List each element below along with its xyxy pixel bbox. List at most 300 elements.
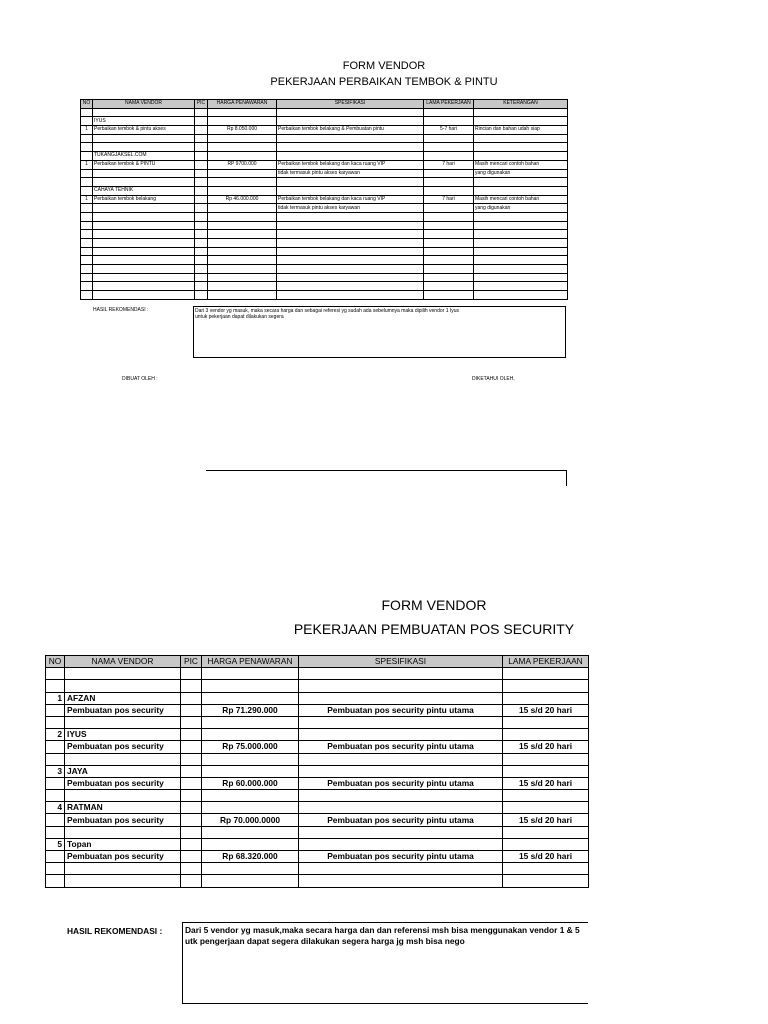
table-cell <box>195 169 208 178</box>
table-cell <box>195 143 208 152</box>
table-cell: Pembuatan pos security pintu utama <box>299 704 503 716</box>
table-cell <box>474 265 568 274</box>
table-cell <box>424 239 474 248</box>
table-cell <box>81 247 93 256</box>
table-cell <box>81 108 93 117</box>
table-cell <box>277 152 424 161</box>
table-cell <box>424 108 474 117</box>
table-row <box>81 143 568 152</box>
form1-recommendation-line1: Dari 3 vendor yg masuk, maka secara harga dan sebagai referesi yg sudah ada sebelumnya maka dipilih vendor 1 Iyus <box>195 308 460 314</box>
table-cell: Rp 71.290.000 <box>202 704 299 716</box>
table-cell <box>208 239 277 248</box>
table-cell: Rp 75.000.000 <box>202 741 299 753</box>
table-cell: Masih mencari contoh bahan <box>474 195 568 204</box>
table-cell: tidak termasuk pintu akses karyawan <box>277 169 424 178</box>
table-cell: 1 <box>81 195 93 204</box>
form2-recommendation-box <box>182 922 588 1004</box>
table-row <box>81 230 568 239</box>
table-cell <box>503 753 589 765</box>
table-cell <box>65 753 181 765</box>
table-row <box>46 753 589 765</box>
table-cell <box>424 247 474 256</box>
table-row <box>81 134 568 143</box>
table-cell <box>65 863 181 875</box>
table-cell: Perbaikan tembok belakang & Pembuatan pintu <box>277 126 424 135</box>
table-cell <box>46 875 65 887</box>
form2-recommendation-label: HASIL REKOMENDASI : <box>67 926 163 936</box>
table-cell <box>208 265 277 274</box>
table-cell <box>424 212 474 221</box>
column-header: PIC <box>181 656 202 668</box>
table-cell <box>208 230 277 239</box>
table-cell: 4 <box>46 802 65 814</box>
table-cell: Pembuatan pos security pintu utama <box>299 741 503 753</box>
table-cell <box>195 178 208 187</box>
table-cell <box>81 143 93 152</box>
table-cell <box>208 204 277 213</box>
table-cell <box>503 729 589 741</box>
table-cell <box>181 814 202 826</box>
table-cell <box>277 239 424 248</box>
table-cell <box>93 178 195 187</box>
table-row <box>81 204 568 213</box>
table-cell <box>81 291 93 300</box>
table-row <box>46 826 589 838</box>
table-cell <box>46 704 65 716</box>
table-cell: 15 s/d 20 hari <box>503 741 589 753</box>
table-cell <box>208 291 277 300</box>
table-cell: Pembuatan pos security <box>65 777 181 789</box>
column-header: SPESIFIKASI <box>277 100 424 109</box>
form1-subtitle: PEKERJAAN PERBAIKAN TEMBOK & PINTU <box>270 76 498 88</box>
table-cell: Pembuatan pos security <box>65 851 181 863</box>
table-cell: Perbaikan tembok belakang <box>93 195 195 204</box>
table-cell <box>208 134 277 143</box>
form2-recommendation-line1: Dari 5 vendor yg masuk,maka secara harga dan dan referensi msh bisa menggunakan vendor 1 & 5 <box>185 925 580 935</box>
table-cell <box>202 802 299 814</box>
table-row <box>46 863 589 875</box>
column-header: NAMA VENDOR <box>93 100 195 109</box>
table-cell <box>474 291 568 300</box>
table-cell <box>181 716 202 728</box>
table-cell <box>195 160 208 169</box>
table-cell <box>503 790 589 802</box>
table-row <box>81 212 568 221</box>
table-cell: tidak termasuk pintu akses karyawan <box>277 204 424 213</box>
table-cell <box>65 826 181 838</box>
table-cell: TUKANGJAKSEL.COM <box>93 152 195 161</box>
table-cell <box>46 814 65 826</box>
table-cell <box>208 212 277 221</box>
table-cell <box>503 802 589 814</box>
table-row <box>81 265 568 274</box>
form1-recommendation-line2: untuk pekerjaan dapat dilakukan segera <box>195 314 284 320</box>
table-cell: 1 <box>81 126 93 135</box>
table-cell <box>277 108 424 117</box>
table-cell <box>277 282 424 291</box>
table-cell <box>474 117 568 126</box>
table-cell <box>46 741 65 753</box>
table-cell <box>195 256 208 265</box>
table-cell: CAHAYA TEHNIK <box>93 186 195 195</box>
table-cell <box>195 282 208 291</box>
table-cell <box>503 863 589 875</box>
table-row <box>46 790 589 802</box>
table-cell <box>208 256 277 265</box>
table-row <box>46 692 589 704</box>
table-cell: Pembuatan pos security <box>65 741 181 753</box>
form2-title: FORM VENDOR <box>381 597 487 613</box>
table-cell: 15 s/d 20 hari <box>503 704 589 716</box>
table-cell: 15 s/d 20 hari <box>503 814 589 826</box>
table-cell <box>81 265 93 274</box>
table-row <box>81 126 568 135</box>
table-cell: JAYA <box>65 765 181 777</box>
table-cell <box>277 230 424 239</box>
table-cell <box>474 239 568 248</box>
table-cell: yang digunakan <box>474 204 568 213</box>
table-cell <box>181 704 202 716</box>
table-row <box>81 152 568 161</box>
table-row <box>81 178 568 187</box>
table-cell: Rp 60.000.000 <box>202 777 299 789</box>
table-cell: 15 s/d 20 hari <box>503 851 589 863</box>
table-cell <box>474 256 568 265</box>
table-cell <box>81 117 93 126</box>
table-cell <box>474 247 568 256</box>
form1-recommendation-box <box>193 306 566 358</box>
table-cell: Perbaikan tembok & pintu akses <box>93 126 195 135</box>
table-cell <box>195 195 208 204</box>
table-row <box>81 256 568 265</box>
table-cell <box>277 291 424 300</box>
table-row <box>46 802 589 814</box>
table-cell: 7 hari <box>424 195 474 204</box>
table-cell <box>202 875 299 887</box>
table-cell <box>424 143 474 152</box>
table-row <box>81 247 568 256</box>
table-cell: IYUS <box>93 117 195 126</box>
column-header: HARGA PENAWARAN <box>202 656 299 668</box>
table-row <box>81 291 568 300</box>
table-cell: 1 <box>81 160 93 169</box>
table-cell <box>424 221 474 230</box>
table-row <box>81 273 568 282</box>
table-cell <box>424 273 474 282</box>
table-cell <box>299 716 503 728</box>
table-row <box>81 160 568 169</box>
table-cell <box>424 291 474 300</box>
table-cell <box>503 875 589 887</box>
table-cell <box>277 221 424 230</box>
table-cell <box>299 838 503 850</box>
table-cell: Rp 8.050.000 <box>208 126 277 135</box>
table-row <box>46 838 589 850</box>
table-row <box>46 729 589 741</box>
table-cell <box>474 282 568 291</box>
form1-title: FORM VENDOR <box>342 60 426 72</box>
table-cell: 15 s/d 20 hari <box>503 777 589 789</box>
table-cell <box>277 256 424 265</box>
table-cell <box>299 790 503 802</box>
table-cell <box>208 108 277 117</box>
column-header: KETERANGAN <box>474 100 568 109</box>
table-cell: yang digunakan <box>474 169 568 178</box>
table-cell <box>424 265 474 274</box>
table-cell: 1 <box>46 692 65 704</box>
table-cell <box>474 212 568 221</box>
table-cell <box>503 716 589 728</box>
table-cell <box>81 273 93 282</box>
table-row <box>81 195 568 204</box>
table-cell <box>93 212 195 221</box>
table-row <box>46 680 589 692</box>
form1-made-by-label: DIBUAT OLEH : <box>122 376 158 382</box>
table-cell <box>277 212 424 221</box>
column-header: NAMA VENDOR <box>65 656 181 668</box>
table-cell: Pembuatan pos security pintu utama <box>299 851 503 863</box>
table-row <box>46 704 589 716</box>
table-cell <box>474 186 568 195</box>
table-cell <box>503 826 589 838</box>
table-cell <box>202 790 299 802</box>
table-cell: Rp 46.000.000 <box>208 195 277 204</box>
table-cell <box>474 134 568 143</box>
table-cell: Pembuatan pos security pintu utama <box>299 814 503 826</box>
table-cell <box>299 826 503 838</box>
table-cell <box>81 186 93 195</box>
table-header-row <box>81 100 568 109</box>
form1-known-by-label: DIKETAHUI OLEH, <box>472 376 515 382</box>
table-cell <box>181 753 202 765</box>
table-cell: Rp 70.000.0000 <box>202 814 299 826</box>
column-header: LAMA PEKERJAAN <box>503 656 589 668</box>
signature-line <box>206 470 567 471</box>
column-header: LAMA PEKERJAAN <box>424 100 474 109</box>
table-cell <box>181 863 202 875</box>
table-cell <box>503 668 589 680</box>
table-cell <box>474 178 568 187</box>
table-cell <box>474 221 568 230</box>
table-cell <box>195 273 208 282</box>
table-cell <box>277 134 424 143</box>
table-cell <box>208 282 277 291</box>
table-cell <box>181 838 202 850</box>
table-cell <box>46 851 65 863</box>
table-cell <box>81 204 93 213</box>
table-row <box>81 108 568 117</box>
table-cell <box>81 134 93 143</box>
table-cell <box>195 186 208 195</box>
table-cell: Topan <box>65 838 181 850</box>
table-row <box>81 117 568 126</box>
table-cell <box>424 186 474 195</box>
column-header: HARGA PENAWARAN <box>208 100 277 109</box>
table-cell <box>208 143 277 152</box>
table-cell <box>46 753 65 765</box>
table-row <box>46 875 589 887</box>
table-cell <box>208 169 277 178</box>
table-cell <box>202 838 299 850</box>
table-cell <box>277 143 424 152</box>
table-cell <box>195 221 208 230</box>
table-cell <box>299 802 503 814</box>
table-cell <box>503 765 589 777</box>
table-cell <box>181 790 202 802</box>
table-cell <box>195 108 208 117</box>
table-cell: 5 <box>46 838 65 850</box>
table-cell <box>81 221 93 230</box>
table-cell: RATMAN <box>65 802 181 814</box>
table-cell <box>46 777 65 789</box>
table-cell <box>208 178 277 187</box>
table-cell <box>181 826 202 838</box>
table-cell <box>424 152 474 161</box>
table-cell: 2 <box>46 729 65 741</box>
table-cell: 5-7 hari <box>424 126 474 135</box>
table-cell <box>208 221 277 230</box>
table-cell <box>299 680 503 692</box>
table-cell <box>202 716 299 728</box>
table-cell <box>299 668 503 680</box>
table-cell <box>277 247 424 256</box>
table-cell <box>46 790 65 802</box>
table-cell <box>93 256 195 265</box>
table-cell <box>195 134 208 143</box>
table-cell: AFZAN <box>65 692 181 704</box>
table-cell: Perbaikan tembok belakang dan kaca ruang VIP <box>277 195 424 204</box>
table-cell <box>93 230 195 239</box>
table-cell <box>474 273 568 282</box>
table-cell <box>93 291 195 300</box>
table-cell <box>195 204 208 213</box>
table-cell <box>93 204 195 213</box>
table-cell <box>202 765 299 777</box>
form2-subtitle: PEKERJAAN PEMBUATAN POS SECURITY <box>293 621 575 637</box>
table-cell: 7 hari <box>424 160 474 169</box>
table-cell <box>93 134 195 143</box>
table-cell <box>181 741 202 753</box>
table-cell <box>424 282 474 291</box>
table-cell: Masih mencari contoh bahan <box>474 160 568 169</box>
table-row <box>81 221 568 230</box>
table-cell <box>424 230 474 239</box>
table-cell <box>195 265 208 274</box>
table-cell <box>208 186 277 195</box>
table-cell <box>93 169 195 178</box>
table-cell <box>424 117 474 126</box>
table-cell <box>299 692 503 704</box>
table-cell <box>65 668 181 680</box>
table-cell: Pembuatan pos security <box>65 704 181 716</box>
table-cell <box>299 765 503 777</box>
table-cell <box>195 152 208 161</box>
table-cell <box>81 230 93 239</box>
table-cell <box>503 680 589 692</box>
table-cell: Pembuatan pos security <box>65 814 181 826</box>
table-cell <box>93 239 195 248</box>
table-cell <box>81 212 93 221</box>
table-cell <box>46 668 65 680</box>
table-cell: Pembuatan pos security pintu utama <box>299 777 503 789</box>
form2-recommendation-line2: utk pengerjaan dapat segera dilakukan segera harga jg msh bisa nego <box>185 936 465 946</box>
table-cell <box>299 875 503 887</box>
table-cell <box>46 826 65 838</box>
table-cell <box>202 668 299 680</box>
table-cell <box>424 204 474 213</box>
table-row <box>81 169 568 178</box>
table-cell <box>181 765 202 777</box>
table-cell <box>81 256 93 265</box>
table-cell <box>181 802 202 814</box>
table-cell <box>503 838 589 850</box>
table-cell <box>65 875 181 887</box>
table-cell <box>202 729 299 741</box>
table-cell <box>81 239 93 248</box>
table-row <box>81 282 568 291</box>
table-cell <box>195 126 208 135</box>
form2-vendor-table <box>45 655 589 888</box>
table-cell: 3 <box>46 765 65 777</box>
table-cell <box>181 875 202 887</box>
table-cell <box>208 152 277 161</box>
table-cell <box>474 143 568 152</box>
table-row <box>46 777 589 789</box>
table-cell <box>277 186 424 195</box>
table-cell <box>93 265 195 274</box>
form1-recommendation-label: HASIL REKOMENDASI : <box>93 307 149 313</box>
table-cell <box>81 152 93 161</box>
table-row <box>46 668 589 680</box>
table-cell <box>277 273 424 282</box>
table-cell <box>81 282 93 291</box>
table-cell: Rincian dan bahan udah siap <box>474 126 568 135</box>
table-cell: Perbaikan tembok belakang dan kaca ruang VIP <box>277 160 424 169</box>
table-cell <box>208 273 277 282</box>
table-cell <box>424 134 474 143</box>
table-header-row <box>46 656 589 668</box>
table-cell: IYUS <box>65 729 181 741</box>
table-cell <box>181 777 202 789</box>
table-cell <box>424 178 474 187</box>
table-cell <box>181 851 202 863</box>
table-cell <box>93 282 195 291</box>
table-cell <box>474 230 568 239</box>
table-cell <box>503 692 589 704</box>
table-cell <box>195 117 208 126</box>
table-cell <box>46 680 65 692</box>
table-cell <box>202 692 299 704</box>
column-header: NO <box>81 100 93 109</box>
table-cell <box>181 680 202 692</box>
column-header: NO <box>46 656 65 668</box>
table-cell <box>181 668 202 680</box>
table-cell <box>195 212 208 221</box>
table-cell <box>277 265 424 274</box>
table-cell <box>65 790 181 802</box>
table-cell <box>202 680 299 692</box>
table-cell <box>202 826 299 838</box>
table-cell <box>299 863 503 875</box>
table-cell <box>474 152 568 161</box>
table-row <box>81 239 568 248</box>
column-header: SPESIFIKASI <box>299 656 503 668</box>
table-cell: Perbaikan tembok & PINTU <box>93 160 195 169</box>
table-cell <box>195 247 208 256</box>
table-cell <box>277 117 424 126</box>
table-row <box>46 716 589 728</box>
form1-vendor-table <box>80 99 568 300</box>
